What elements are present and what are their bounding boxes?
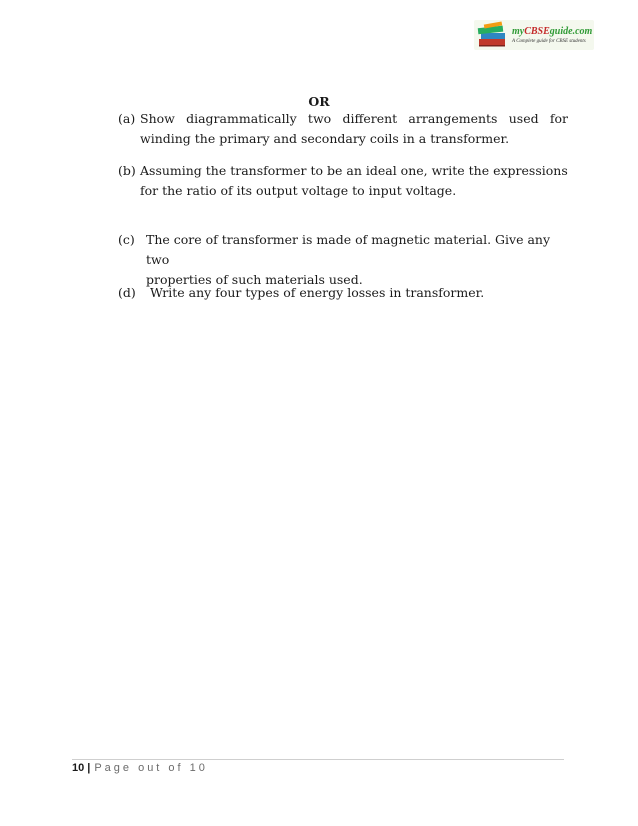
page-number: 10: [72, 762, 85, 774]
question-line: The core of transformer is made of magnetic material. Give any two: [146, 232, 551, 267]
footer-divider: [72, 759, 564, 760]
logo-brand: [512, 27, 592, 37]
question-line: Assuming the transformer to be an ideal one, write the expressions: [140, 163, 568, 178]
question-item-d: [118, 283, 568, 303]
logo-brand-highlight: CBSE: [524, 25, 550, 37]
question-line: winding the primary and secondary coils in a transformer.: [140, 131, 510, 146]
or-heading: OR: [308, 94, 330, 109]
question-label: (d): [118, 285, 136, 300]
question-text: [146, 230, 568, 290]
question-line: properties of such materials used.: [146, 272, 363, 287]
page-label: Page out of 10: [94, 762, 208, 774]
question-label: (c): [118, 232, 135, 247]
question-item-a: [118, 109, 568, 149]
question-line: for the ratio of its output voltage to input voltage.: [140, 183, 457, 198]
page-footer: [72, 762, 208, 774]
question-item-c: [118, 230, 568, 287]
books-icon: [476, 21, 510, 49]
question-line: Write any four types of energy losses in transformer.: [150, 285, 485, 300]
question-item-b: [118, 161, 568, 201]
question-label: (a): [118, 111, 136, 126]
footer-separator: |: [87, 762, 91, 774]
question-text: [140, 109, 568, 149]
question-line: Show diagrammatically two different arrangements used for: [140, 111, 568, 126]
logo-tagline: A Complete guide for CBSE students: [512, 38, 586, 44]
logo-brand-prefix: my: [512, 25, 525, 37]
mycbseguide-logo: [474, 20, 594, 50]
logo-brand-suffix: guide.com: [549, 25, 593, 37]
question-text: [150, 283, 568, 303]
question-text: [140, 161, 568, 201]
question-label: (b): [118, 163, 136, 178]
